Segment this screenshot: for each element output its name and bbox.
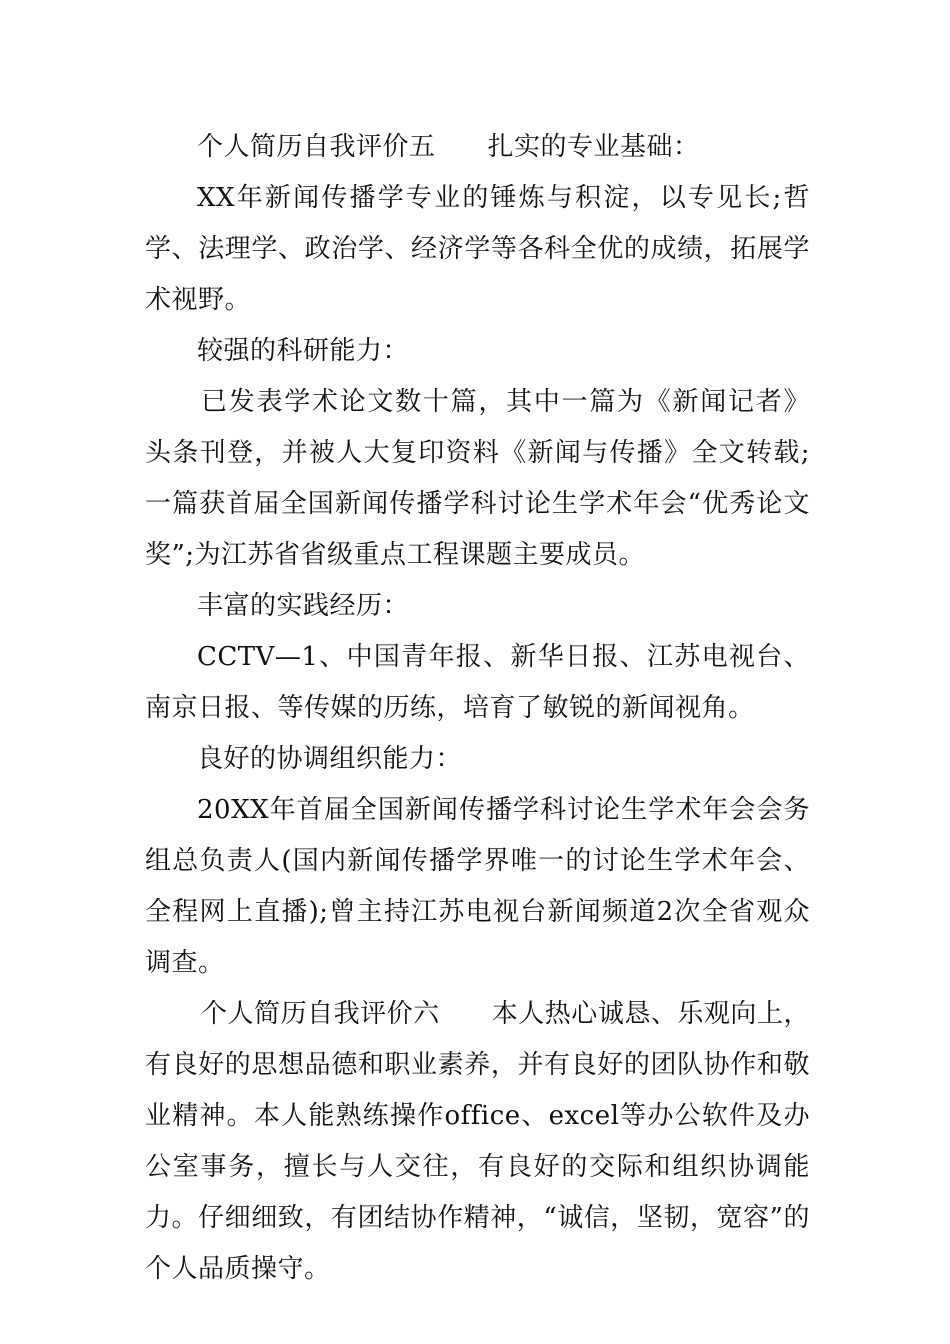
- paragraph-subheading: 较强的科研能力：: [197, 336, 410, 366]
- section-title-6: 个人简历自我评价六: [201, 999, 440, 1029]
- paragraph-subheading: 良好的协调组织能力：: [197, 744, 463, 774]
- paragraph-heading-6: [145, 989, 810, 1295]
- paragraph: XX年新闻传播学专业的锤炼与积淀，以专见长;哲学、法理学、政治学、经济学等各科全优的成绩，拓展学术视野。: [145, 183, 810, 315]
- paragraph-text: 本人热心诚恳、乐观向上，有良好的思想品德和职业素养，并有良好的团队协作和敬业精神。本人能熟练操作office、excel等办公软件及办公室事务，擅长与人交往，有良好的交际和组织协调能力。仔细细致，有团结协作精神，“诚信，坚韧，宽容”的个人品质操守。: [145, 999, 810, 1284]
- section-title-5: 个人简历自我评价五: [197, 132, 436, 162]
- paragraph-text: 扎实的专业基础：: [487, 132, 700, 162]
- document-body: [145, 122, 810, 1295]
- paragraph: 20XX年首届全国新闻传播学科讨论生学术年会会务组总负责人(国内新闻传播学界唯一的讨论生学术年会、全程网上直播);曾主持江苏电视台新闻频道2次全省观众调查。: [145, 795, 810, 978]
- paragraph-subheading: 丰富的实践经历：: [197, 591, 410, 621]
- paragraph: 已发表学术论文数十篇，其中一篇为《新闻记者》头条刊登，并被人大复印资料《新闻与传播》全文转载;一篇获首届全国新闻传播学科讨论生学术年会“优秀论文奖”;为江苏省省级重点工程课题主要成员。: [145, 387, 810, 570]
- paragraph: CCTV—1、中国青年报、新华日报、江苏电视台、南京日报、等传媒的历练，培育了敏锐的新闻视角。: [145, 642, 810, 723]
- paragraph-heading-5: [145, 122, 810, 173]
